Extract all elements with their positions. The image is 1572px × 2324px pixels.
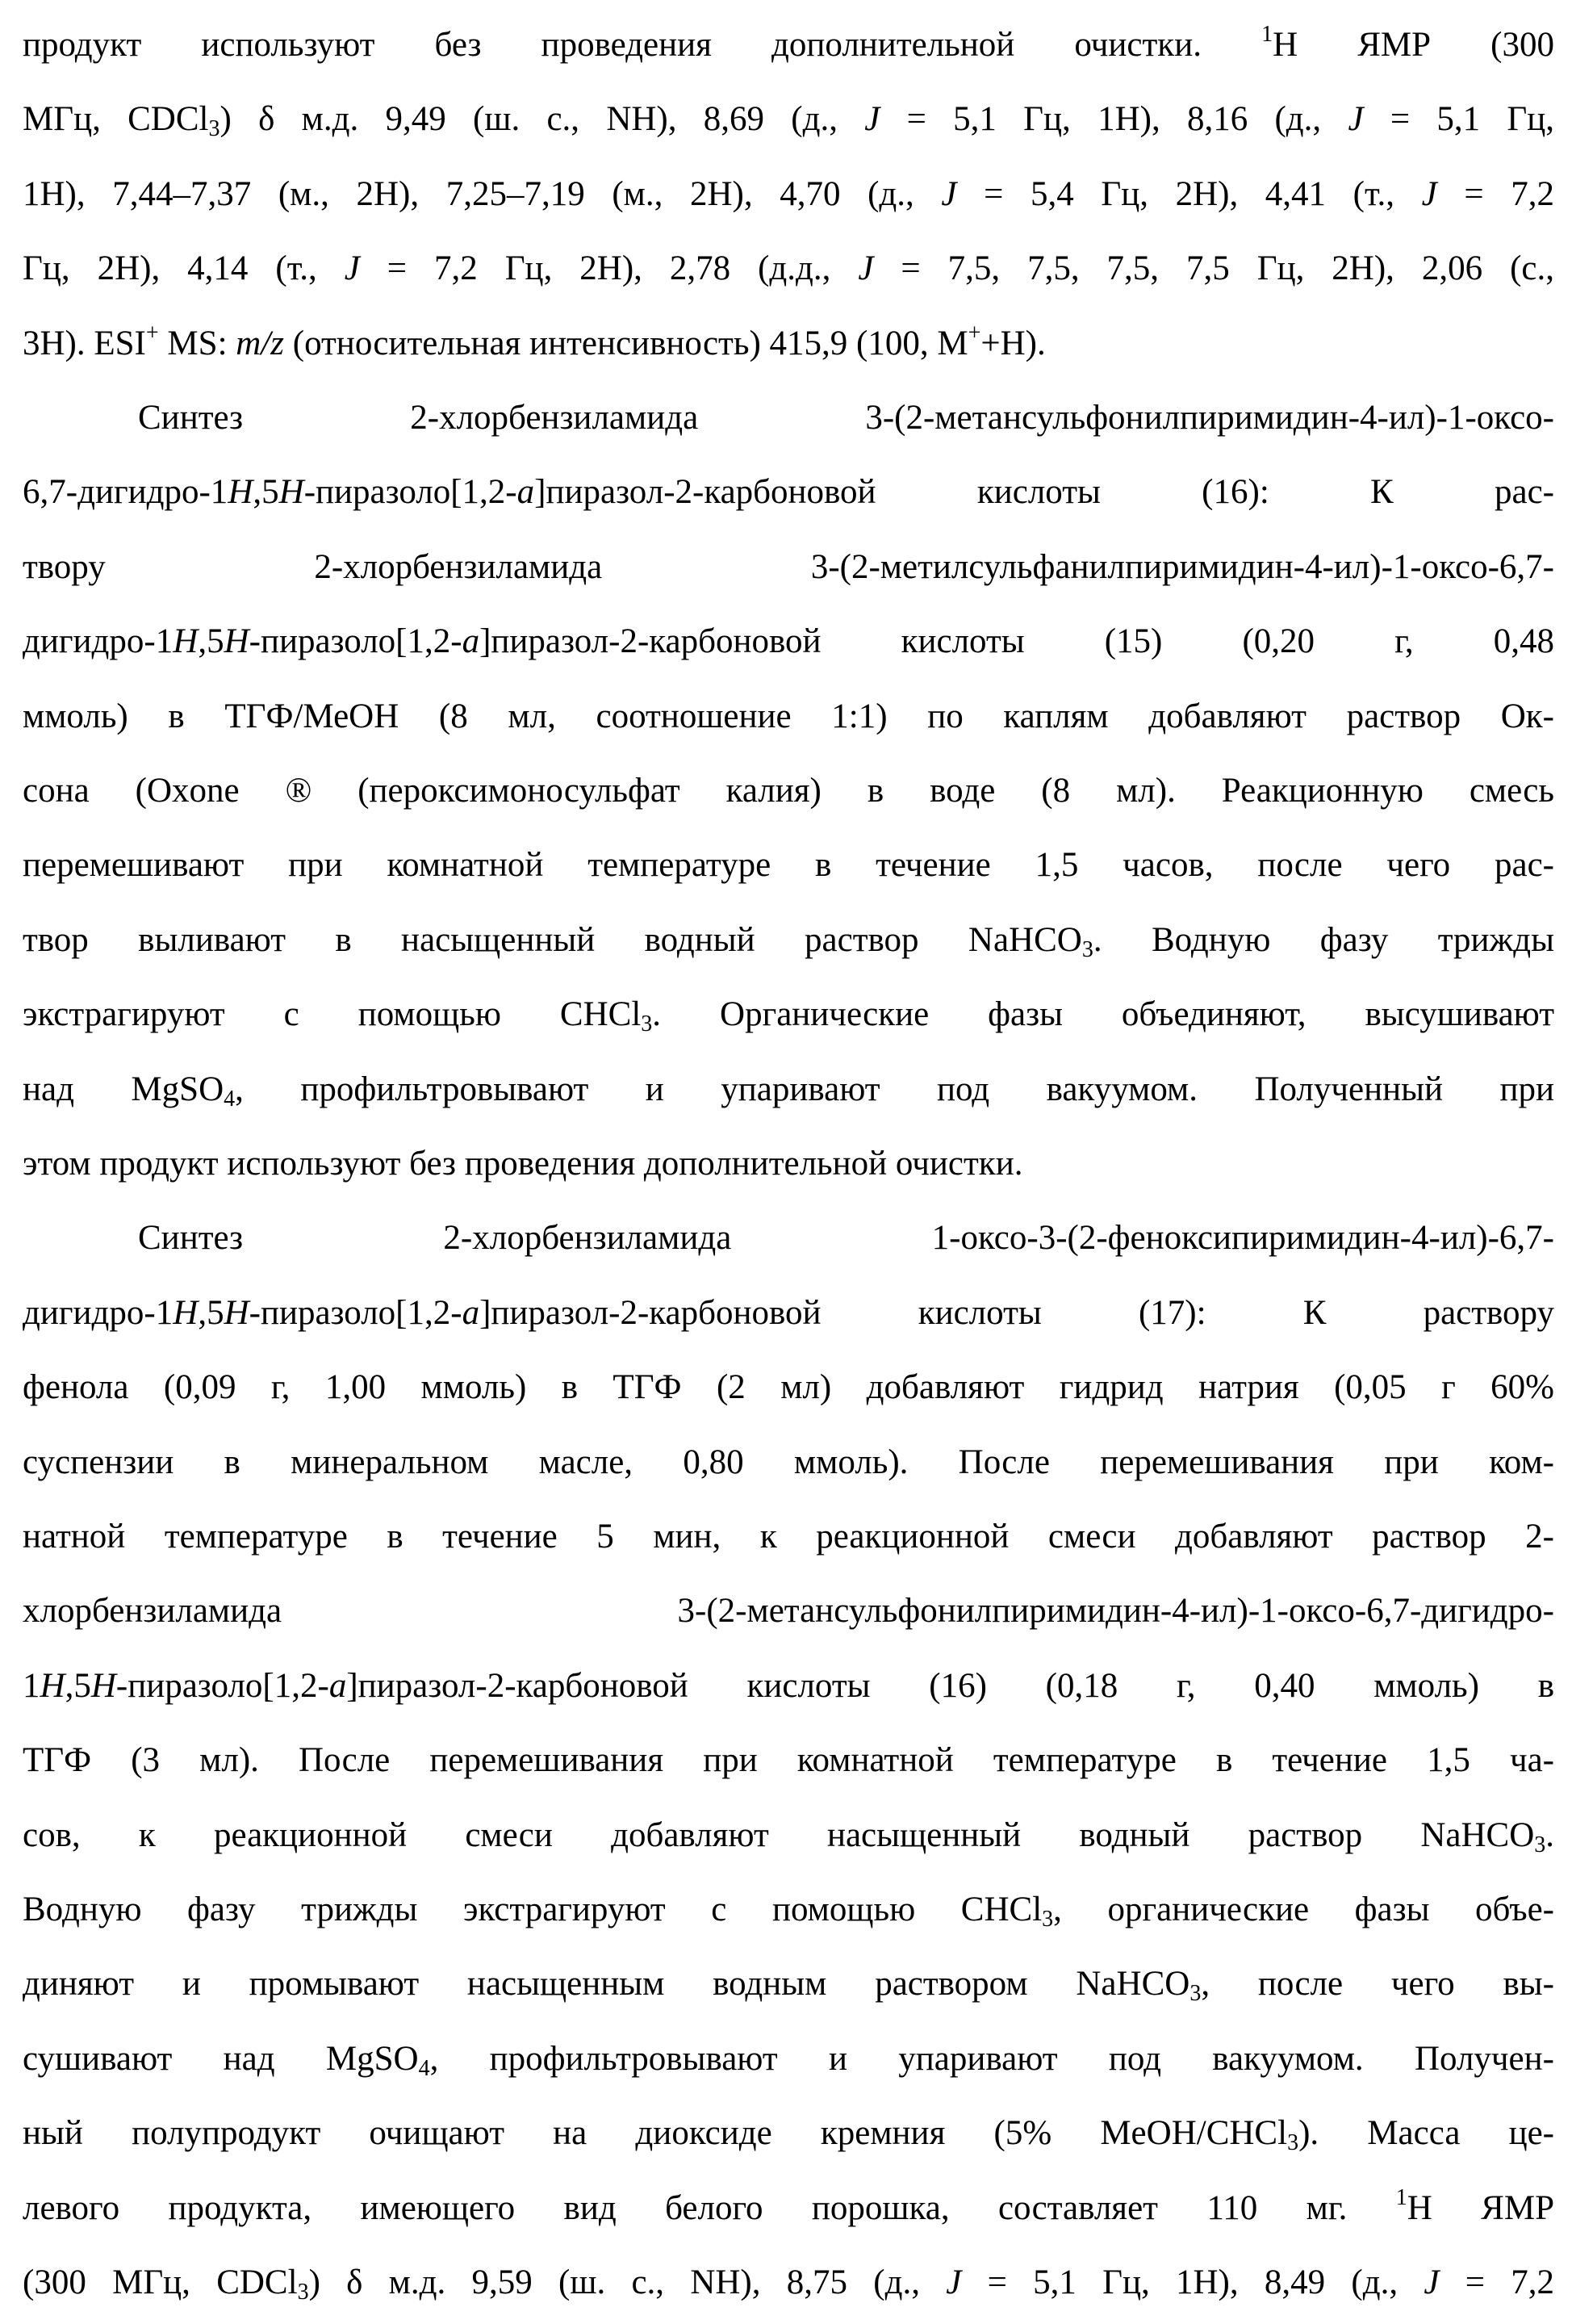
text-line: Гц, 2Н), 4,14 (т., J = 7,2 Гц, 2Н), 2,78 (д.д., J = 7,5, 7,5, 7,5, 7,5 Гц, 2Н), 2,06 (с.,: [23, 230, 1554, 308]
text-line: Синтез 2-хлорбензиламида 3-(2-метансульфонилпиримидин-4-ил)-1-оксо-: [23, 379, 1554, 457]
text-line: перемешивают при комнатной температуре в течение 1,5 часов, после чего рас-: [23, 827, 1554, 904]
text-line: этом продукт используют без проведения дополнительной очистки.: [23, 1125, 1554, 1203]
text-line: над MgSO4, профильтровывают и упаривают под вакуумом. Полученный при: [23, 1051, 1554, 1129]
text-line: левого продукта, имеющего вид белого порошка, составляет 110 мг. 1Н ЯМР: [23, 2170, 1554, 2247]
text-line: продукт используют без проведения дополнительной очистки. 1Н ЯМР (300: [23, 6, 1554, 84]
text-line: экстрагируют с помощью CHCl3. Органические фазы объединяют, высушивают: [23, 976, 1554, 1053]
text-line: МГц, CDCl3) δ м.д. 9,49 (ш. с., NH), 8,69 (д., J = 5,1 Гц, 1Н), 8,16 (д., J = 5,1 Гц,: [23, 81, 1554, 158]
text-line: дигидро-1H,5H-пиразоло[1,2-a]пиразол-2-карбоновой кислоты (15) (0,20 г, 0,48: [23, 603, 1554, 680]
text-line: твор выливают в насыщенный водный раствор NaHCO3. Водную фазу трижды: [23, 902, 1554, 979]
text-line: натной температуре в течение 5 мин, к реакционной смеси добавляют раствор 2-: [23, 1498, 1554, 1576]
text-line: ный полупродукт очищают на диоксиде кремния (5% MeOH/CHCl3). Масса це-: [23, 2095, 1554, 2172]
text-line: Водную фазу трижды экстрагируют с помощью CHCl3, органические фазы объе-: [23, 1871, 1554, 1949]
text-line: ммоль) в ТГФ/МеОН (8 мл, соотношение 1:1) по каплям добавляют раствор Ок-: [23, 678, 1554, 756]
text-line: (300 МГц, CDCl3) δ м.д. 9,59 (ш. с., NH), 8,75 (д., J = 5,1 Гц, 1Н), 8,49 (д., J = 7,2: [23, 2244, 1554, 2322]
text-line: 1H,5H-пиразоло[1,2-a]пиразол-2-карбоновой кислоты (16) (0,18 г, 0,40 ммоль) в: [23, 1648, 1554, 1725]
text-line: Синтез 2-хлорбензиламида 1-оксо-3-(2-феноксипиримидин-4-ил)-6,7-: [23, 1200, 1554, 1277]
text-line: фенола (0,09 г, 1,00 ммоль) в ТГФ (2 мл) добавляют гидрид натрия (0,05 г 60%: [23, 1349, 1554, 1426]
text-line: сона (Oxone ® (пероксимоносульфат калия) в воде (8 мл). Реакционную смесь: [23, 752, 1554, 830]
text-line: диняют и промывают насыщенным водным раствором NaHCO3, после чего вы-: [23, 1945, 1554, 2023]
text-line: сушивают над MgSO4, профильтровывают и упаривают под вакуумом. Получен-: [23, 2020, 1554, 2098]
text-line: твору 2-хлорбензиламида 3-(2-метилсульфанилпиримидин-4-ил)-1-оксо-6,7-: [23, 529, 1554, 606]
text-line: 1Н), 7,44–7,37 (м., 2Н), 7,25–7,19 (м., 2Н), 4,70 (д., J = 5,4 Гц, 2Н), 4,41 (т., J = 7,2: [23, 156, 1554, 233]
text-line: хлорбензиламида 3-(2-метансульфонилпиримидин-4-ил)-1-оксо-6,7-дигидро-: [23, 1572, 1554, 1650]
text-line: ТГФ (3 мл). После перемешивания при комнатной температуре в течение 1,5 ча-: [23, 1722, 1554, 1799]
text-line: сов, к реакционной смеси добавляют насыщенный водный раствор NaHCO3.: [23, 1797, 1554, 1874]
text-line: 3Н). ESI+ MS: m/z (относительная интенсивность) 415,9 (100, M++H).: [23, 305, 1554, 383]
text-line: 6,7-дигидро-1H,5H-пиразоло[1,2-a]пиразол-2-карбоновой кислоты (16): К рас-: [23, 454, 1554, 531]
text-line: суспензии в минеральном масле, 0,80 ммоль). После перемешивания при ком-: [23, 1424, 1554, 1501]
text-line: дигидро-1H,5H-пиразоло[1,2-a]пиразол-2-карбоновой кислоты (17): К раствору: [23, 1275, 1554, 1352]
